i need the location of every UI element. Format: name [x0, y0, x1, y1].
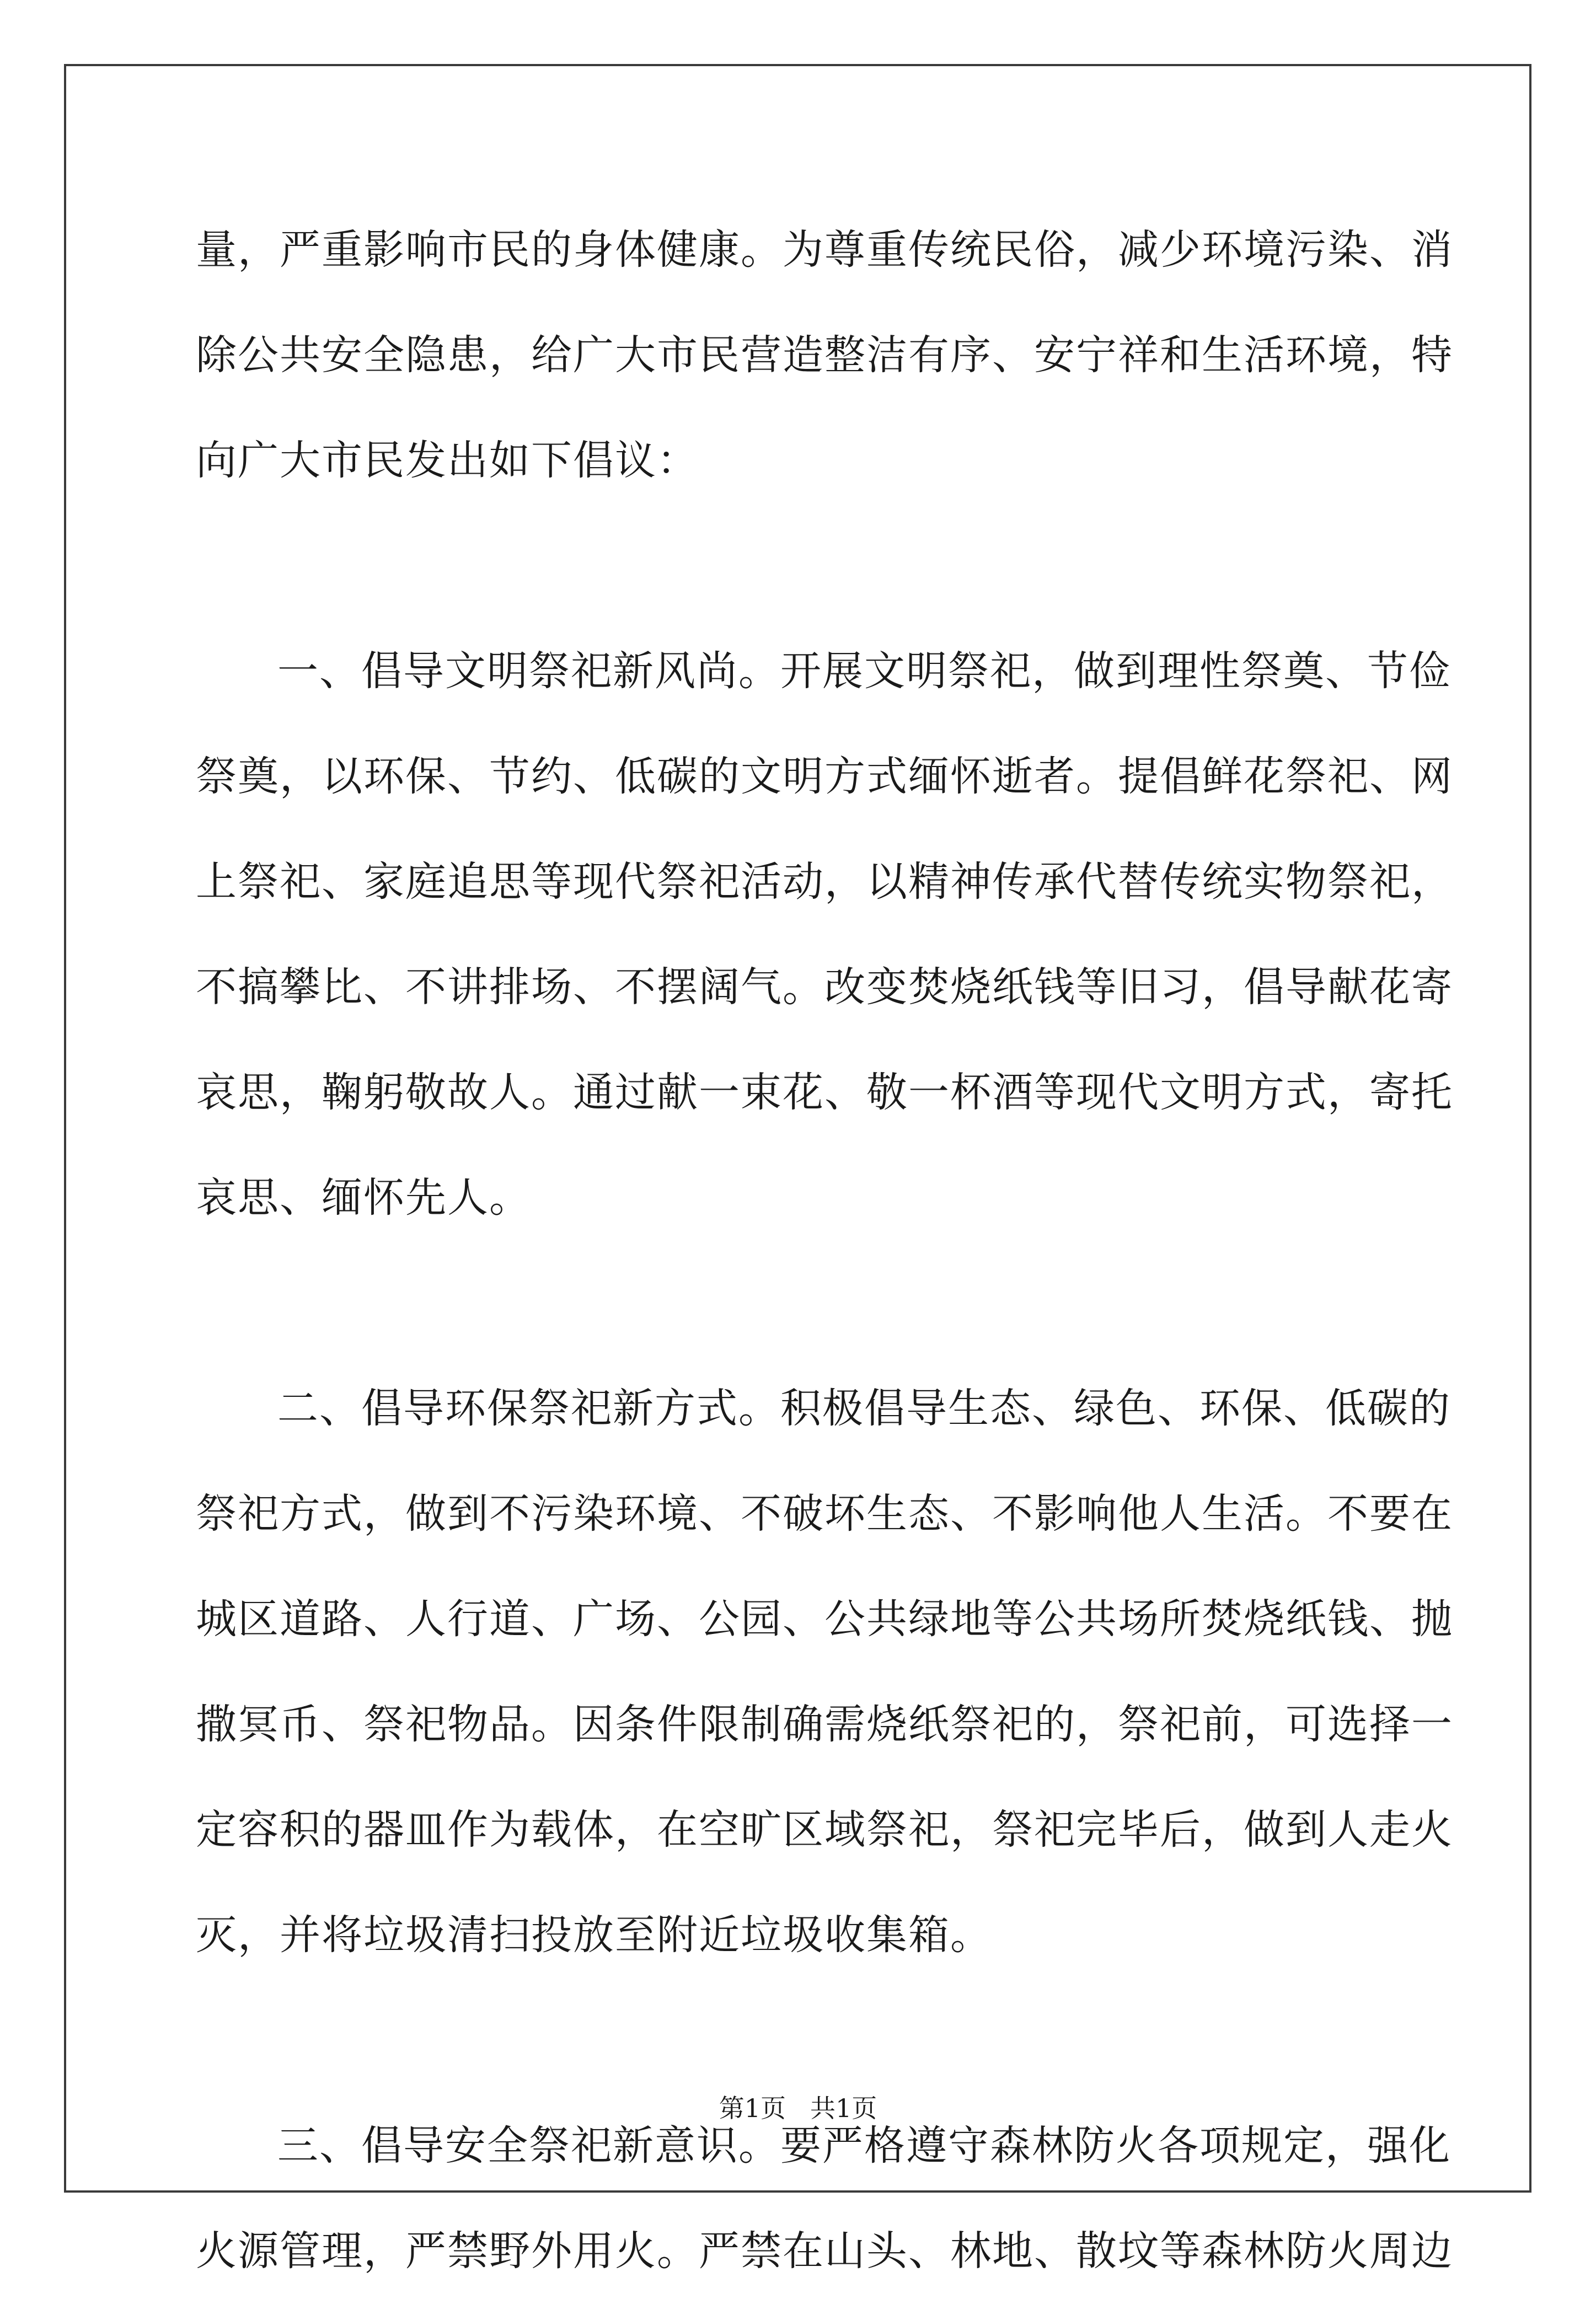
text-line: 量，严重影响市民的身体健康。为尊重传统民俗，减少环境污染、消 [196, 226, 1453, 274]
text-line: 一、倡导文明祭祀新风尚。开展文明祭祀，做到理性祭奠、节俭 [277, 647, 1451, 695]
text-line: 祭祀方式，做到不污染环境、不破坏生态、不影响他人生活。不要在 [196, 1490, 1453, 1537]
text-line: 撒冥币、祭祀物品。因条件限制确需烧纸祭祀的，祭祀前，可选择一 [196, 1701, 1453, 1748]
document-body [196, 197, 1453, 2304]
page-footer [0, 2093, 1596, 2124]
text-line: 哀思，鞠躬敬故人。通过献一束花、敬一杯酒等现代文明方式，寄托 [196, 1069, 1453, 1116]
text-line: 灭，并将垃圾清扫投放至附近垃圾收集箱。 [196, 1911, 992, 1959]
text-line: 定容积的器皿作为载体，在空旷区域祭祀，祭祀完毕后，做到人走火 [196, 1806, 1453, 1853]
text-line: 除公共安全隐患，给广大市民营造整洁有序、安宁祥和生活环境，特 [196, 331, 1453, 379]
page-number: 第1页 [719, 2093, 786, 2123]
text-line: 祭奠，以环保、节约、低碳的文明方式缅怀逝者。提倡鲜花祭祀、网 [196, 753, 1453, 800]
text-line: 城区道路、人行道、广场、公园、公共绿地等公共场所焚烧纸钱、抛 [196, 1595, 1453, 1643]
text-line: 三、倡导安全祭祀新意识。要严格遵守森林防火各项规定，强化 [277, 2122, 1451, 2169]
text-line: 哀思、缅怀先人。 [196, 1174, 531, 1221]
text-line: 上祭祀、家庭追思等现代祭祀活动，以精神传承代替传统实物祭祀， [196, 858, 1453, 905]
page-total: 共1页 [810, 2093, 877, 2123]
text-line: 不搞攀比、不讲排场、不摆阔气。改变焚烧纸钱等旧习，倡导献花寄 [196, 963, 1453, 1011]
text-line: 二、倡导环保祭祀新方式。积极倡导生态、绿色、环保、低碳的 [277, 1385, 1451, 1432]
text-line: 火源管理，严禁野外用火。严禁在山头、林地、散坟等森林防火周边 [196, 2227, 1453, 2275]
text-line: 向广大市民发出如下倡议： [196, 437, 699, 484]
